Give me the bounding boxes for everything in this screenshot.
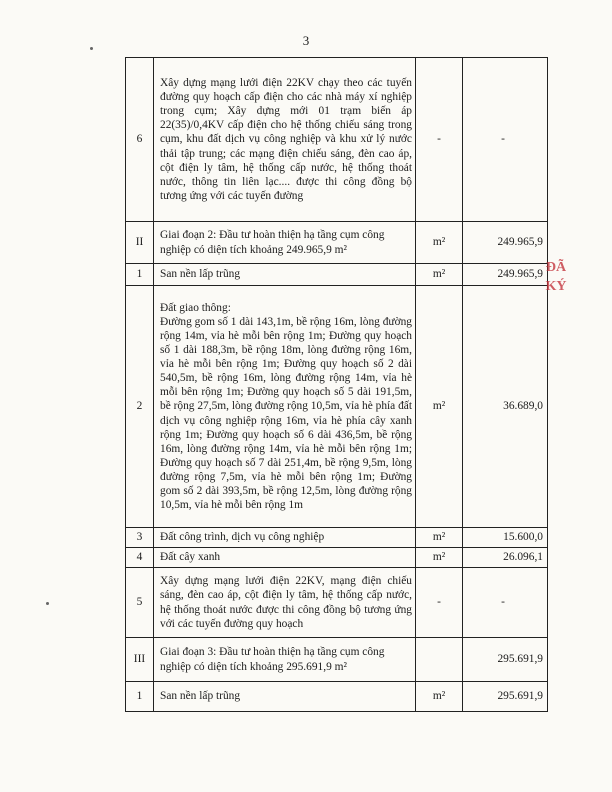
scan-speck [90,47,93,50]
row-unit: m² [416,528,463,548]
row-unit: m² [416,548,463,568]
row-description: Đất công trình, dịch vụ công nghiệp [154,528,416,548]
row-unit [416,638,463,682]
row-description: San nền lấp trũng [154,682,416,712]
row-unit: m² [416,222,463,264]
row-number: 2 [126,286,154,528]
row-description: Đất cây xanh [154,548,416,568]
scan-speck [46,602,49,605]
red-stamp-mark [545,258,567,376]
row-number: 5 [126,568,154,638]
row-unit: - [416,58,463,222]
row-quantity: - [463,58,548,222]
table-row [126,682,548,712]
row-number: 4 [126,548,154,568]
row-quantity: - [463,568,548,638]
row-number: II [126,222,154,264]
table-row [126,568,548,638]
row-title: Đất giao thông: [160,301,231,314]
row-description [154,286,416,528]
table-row [126,528,548,548]
row-description: Giai đoạn 3: Đầu tư hoàn thiện hạ tầng cụm công nghiệp có diện tích khoảng 295.691,9 m² [154,638,416,682]
table-row [126,58,548,222]
row-quantity: 249.965,9 [463,222,548,264]
row-quantity: 249.965,9 [463,264,548,286]
row-description: Xây dựng mạng lưới điện 22KV chạy theo các tuyến đường quy hoạch cấp điện cho các nhà máy xí nghiệp trong cụm; Xây dựng mới 01 trạm biến áp 22(35)/0,4KV cấp điện cho hệ thống chiếu sáng trong cụm, khu đất dịch vụ công nghiệp và khu xử lý nước thải tập trung; các mạng điện chiếu sáng, đèn cao áp, cột điện ly tâm, hệ thống cấp nước, hệ thống thoát nước, thông tin liên lạc.... được thi công đồng bộ tương ứng với các tuyến đường [154,58,416,222]
table-row [126,548,548,568]
stamp-text: ĐÃ KÝ [545,260,567,294]
row-description: Xây dựng mạng lưới điện 22KV, mạng điện chiếu sáng, đèn cao áp, cột điện ly tâm, hệ thống cấp nước, hệ thống thoát nước được thi công đồng bộ tương ứng với các tuyến đường quy hoạch [154,568,416,638]
row-quantity: 295.691,9 [463,638,548,682]
table-row [126,264,548,286]
row-number: 1 [126,682,154,712]
row-number: III [126,638,154,682]
investment-phase-table [125,57,548,712]
row-unit: - [416,568,463,638]
table-row [126,222,548,264]
row-number: 6 [126,58,154,222]
row-quantity: 295.691,9 [463,682,548,712]
row-quantity: 36.689,0 [463,286,548,528]
row-description: Giai đoạn 2: Đầu tư hoàn thiện hạ tầng cụm công nghiệp có diện tích khoảng 249.965,9 m² [154,222,416,264]
row-quantity: 15.600,0 [463,528,548,548]
row-quantity: 26.096,1 [463,548,548,568]
row-unit: m² [416,286,463,528]
page-number: 3 [302,33,310,48]
row-number: 3 [126,528,154,548]
row-unit: m² [416,264,463,286]
row-detail: Đường gom số 1 dài 143,1m, bề rộng 16m, lòng đường rộng 14m, vỉa hè mỗi bên rộng 1m; Đường quy hoạch số 1 dài 188,3m, bề rộng 18m, lòng đường rộng 16m, vỉa hè mỗi bên rộng 1m; Đường quy hoạch số 2 dài 540,5m, bề rộng 16m, lòng đường rộng 14m, vỉa hè mỗi bên rộng 1m; Đường quy hoạch số 5 dài 191,5m, bề rộng 27,5m, lòng đường rộng 10,5m, vỉa hè phía đất dịch vụ công nghiệp rộng 16m, vỉa hè phía cây xanh rộng 1m; Đường quy hoạch số 6 dài 436,5m, bề rộng 16m, lòng đường rộng 14m, vỉa hè mỗi bên rộng 1m; Đường quy hoạch số 7 dài 251,4m, bề rộng 9,5m, lòng đường rộng 7,5m, vỉa hè mỗi bên rộng 1m; Đường gom số 2 dài 393,5m, bề rộng 12,5m, lòng đường rộng 10,5m, vỉa hè mỗi bên rộng 1m [160,315,412,512]
row-number: 1 [126,264,154,286]
row-description: San nền lấp trũng [154,264,416,286]
table-row [126,286,548,528]
table-row [126,638,548,682]
row-unit: m² [416,682,463,712]
